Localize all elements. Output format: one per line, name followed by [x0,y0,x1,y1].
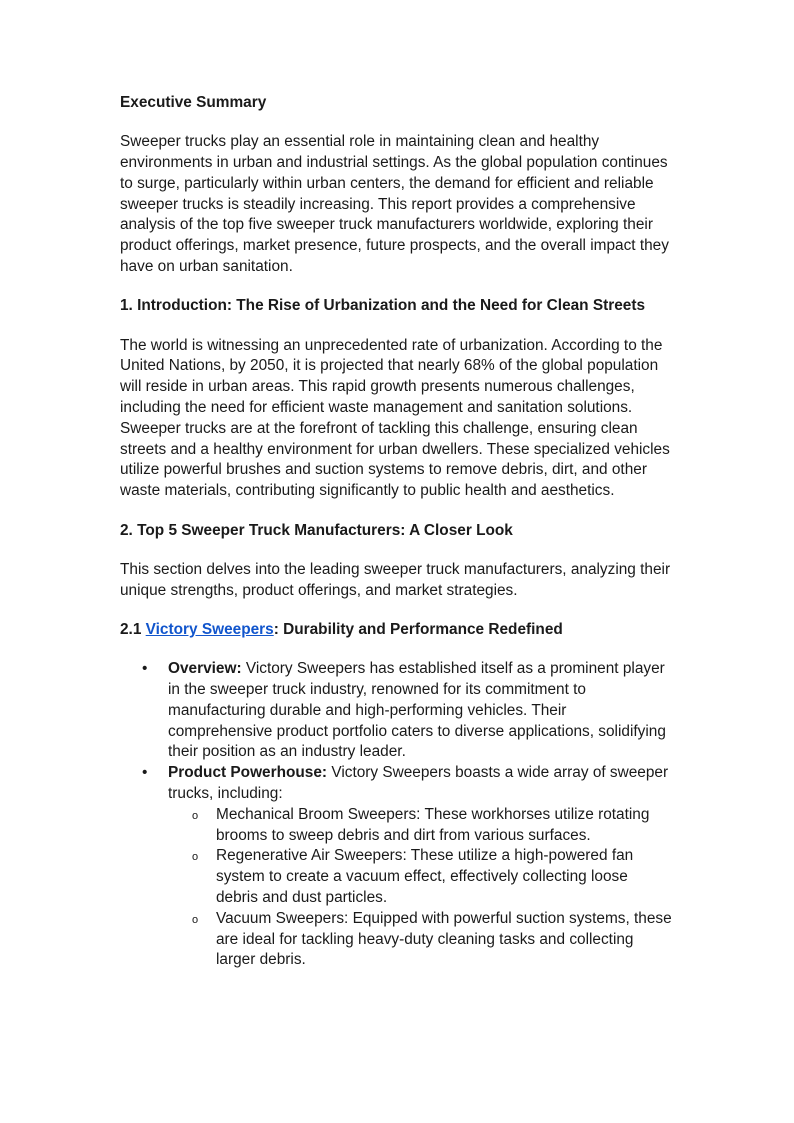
document-page [120,93,672,971]
section-2-body: This section delves into the leading sweeper truck manufacturers, analyzing their unique strengths, product offerings, and market strategies. [120,560,671,599]
overview-text: Victory Sweepers has established itself as a prominent player in the sweeper truck industry, renowned for its commitment to manufacturing durable and high-performing vehicles. Their comprehensive product portfolio caters to diverse applications, solidifying their position as an industry leader. [168,660,666,761]
sub-bullet-icon: o [192,913,199,926]
list-item-product-powerhouse [120,763,672,971]
bullet-icon: • [142,764,148,782]
section-2-heading: 2. Top 5 Sweeper Truck Manufacturers: A Closer Look [120,521,513,539]
section-2-1-number: 2.1 [120,620,146,638]
regenerative-air-text: Regenerative Air Sweepers: These utilize a high-powered fan system to create a vacuum effect, effectively collecting loose debris and dust particles. [216,847,634,906]
product-powerhouse-text: Victory Sweepers boasts a wide array of sweeper trucks, including: [168,764,669,803]
mechanical-broom-text: Mechanical Broom Sweepers: These workhorses utilize rotating brooms to sweep debris and dirt from various surfaces. [216,805,650,844]
sub-bullet-icon: o [192,809,199,822]
sub-bullet-icon: o [192,851,199,864]
section-2-1-bullet-list [120,659,672,971]
victory-sweepers-link[interactable]: Victory Sweepers [145,620,274,638]
bullet-icon: • [142,660,148,678]
executive-summary-heading: Executive Summary [120,94,267,111]
section-2-1-title: : Durability and Performance Redefined [273,620,563,638]
list-item-overview [120,659,672,763]
section-1-body: The world is witnessing an unprecedented rate of urbanization. According to the United Nations, by 2050, it is projected that nearly 68% of the global population will reside in urban areas. This rapid growth presents numerous challenges, including the need for efficient waste management and sanitation solutions. Sweeper trucks are at the forefront of tackling this challenge, ensuring clean streets and a healthy environment for urban dwellers. These specialized vehicles utilize powerful brushes and suction systems to remove debris, dirt, and other waste materials, contributing significantly to public health and aesthetics. [120,336,670,500]
sweeper-types-list [168,805,672,971]
section-2-1-heading [120,620,672,641]
list-item-mechanical-broom [168,805,672,847]
vacuum-text: Vacuum Sweepers: Equipped with powerful suction systems, these are ideal for tackling heavy-duty cleaning tasks and collecting larger debris. [216,909,672,969]
list-item-vacuum [168,909,672,971]
section-1-heading: 1. Introduction: The Rise of Urbanization and the Need for Clean Streets [120,297,646,315]
product-powerhouse-label: Product Powerhouse: [168,764,328,782]
executive-summary-body: Sweeper trucks play an essential role in maintaining clean and healthy environments in urban and industrial settings. As the global population continues to surge, particularly within urban centers, the demand for efficient and reliable sweeper trucks is steadily increasing. This report provides a comprehensive analysis of the top five sweeper truck manufacturers worldwide, exploring their product offerings, market presence, future prospects, and the overall impact they have on urban sanitation. [120,133,669,276]
overview-label: Overview: [168,660,242,678]
list-item-regenerative-air [168,846,672,908]
